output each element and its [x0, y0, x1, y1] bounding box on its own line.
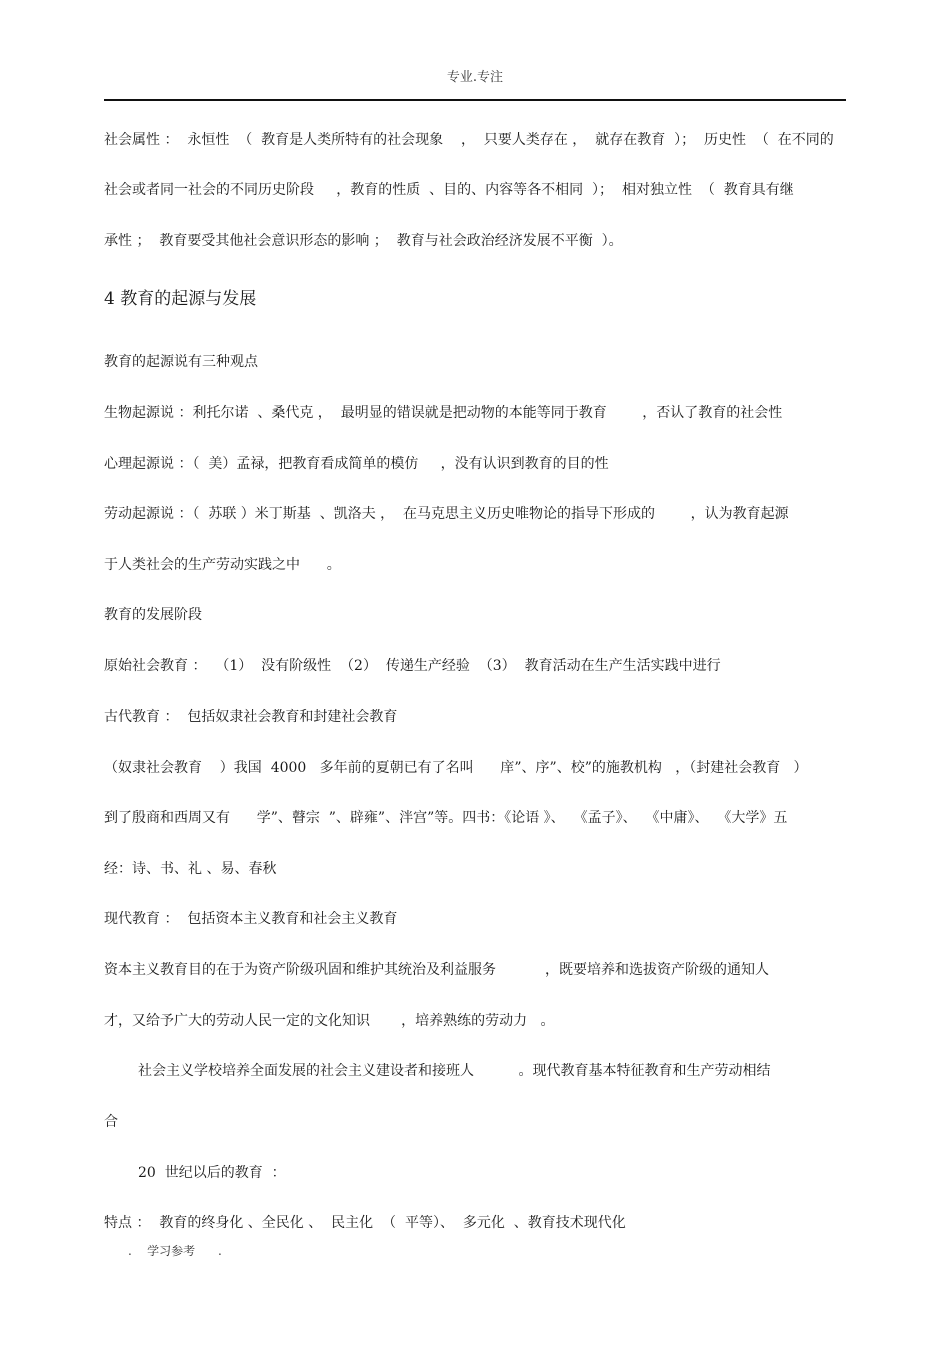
text-line: 教育的起源说有三种观点	[104, 354, 258, 370]
text-line: （奴隶社会教育 ）我国 4000 多年前的夏朝已有了名叫 庠”、序”、校”的施教机构 ，（封建社会教育 ）	[104, 760, 808, 776]
text-line: 劳动起源说 ：（ 苏联 ）米丁斯基 、凯洛夫 ， 在马克思主义历史唯物论的指导下形成的 ，认为教育起源	[104, 506, 789, 522]
text-line: 社会或者同一社会的不同历史阶段 ，教育的性质 、目的、内容等各不相同 ）； 相对独立性 （ 教育具有继	[104, 182, 794, 198]
text-line: 才，又给予广大的劳动人民一定的文化知识 ，培养熟练的劳动力 。	[104, 1013, 555, 1029]
text-line: 生物起源说 ：利托尔诺 、桑代克 ， 最明显的错误就是把动物的本能等同于教育 ，否认了教育的社会性	[104, 405, 783, 421]
text-line: 原始社会教育 ： （1） 没有阶级性 （2） 传递生产经验 （3） 教育活动在生产生活实践中进行	[104, 658, 721, 674]
text-line: 合	[104, 1114, 118, 1130]
text-line: 到了殷商和西周又有 学”、瞽宗 ”、辟雍”、泮宫”等。四书：《论语 》、 《孟子》、 《中庸》、 《大学》五	[104, 810, 788, 826]
header-rule	[104, 99, 846, 101]
section-heading: 4 教育的起源与发展	[104, 289, 257, 309]
text-line: 现代教育 ： 包括资本主义教育和社会主义教育	[104, 911, 398, 927]
text-line: 特点 ： 教育的终身化 、全民化 、 民主化 （ 平等）、 多元化 、教育技术现代化	[104, 1215, 626, 1231]
text-line: 心理起源说 ：（ 美）孟禄，把教育看成简单的模仿 ，没有认识到教育的目的性	[104, 456, 609, 472]
text-line: 社会属性 ： 永恒性 （ 教育是人类所特有的社会现象 ， 只要人类存在 ， 就存在教育 ）； 历史性 （ 在不同的	[104, 132, 834, 148]
text-line: 于人类社会的生产劳动实践之中 。	[104, 557, 341, 573]
text-line: 古代教育 ： 包括奴隶社会教育和封建社会教育	[104, 709, 398, 725]
text-line: 经：诗、书、礼 、易、春秋	[104, 861, 277, 877]
text-line: 社会主义学校培养全面发展的社会主义建设者和接班人 。现代教育基本特征教育和生产劳动相结	[138, 1063, 771, 1079]
page-header: 专业.专注	[446, 70, 504, 85]
text-line: 承性 ； 教育要受其他社会意识形态的影响 ； 教育与社会政治经济发展不平衡 ）。	[104, 233, 623, 249]
text-line: 教育的发展阶段	[104, 607, 202, 623]
text-line: 资本主义教育目的在于为资产阶级巩固和维护其统治及利益服务 ，既要培养和选拔资产阶级的通知人	[104, 962, 769, 978]
page-footer: . 学习参考 .	[128, 1244, 222, 1258]
text-line: 20 世纪以后的教育 ：	[138, 1165, 286, 1181]
